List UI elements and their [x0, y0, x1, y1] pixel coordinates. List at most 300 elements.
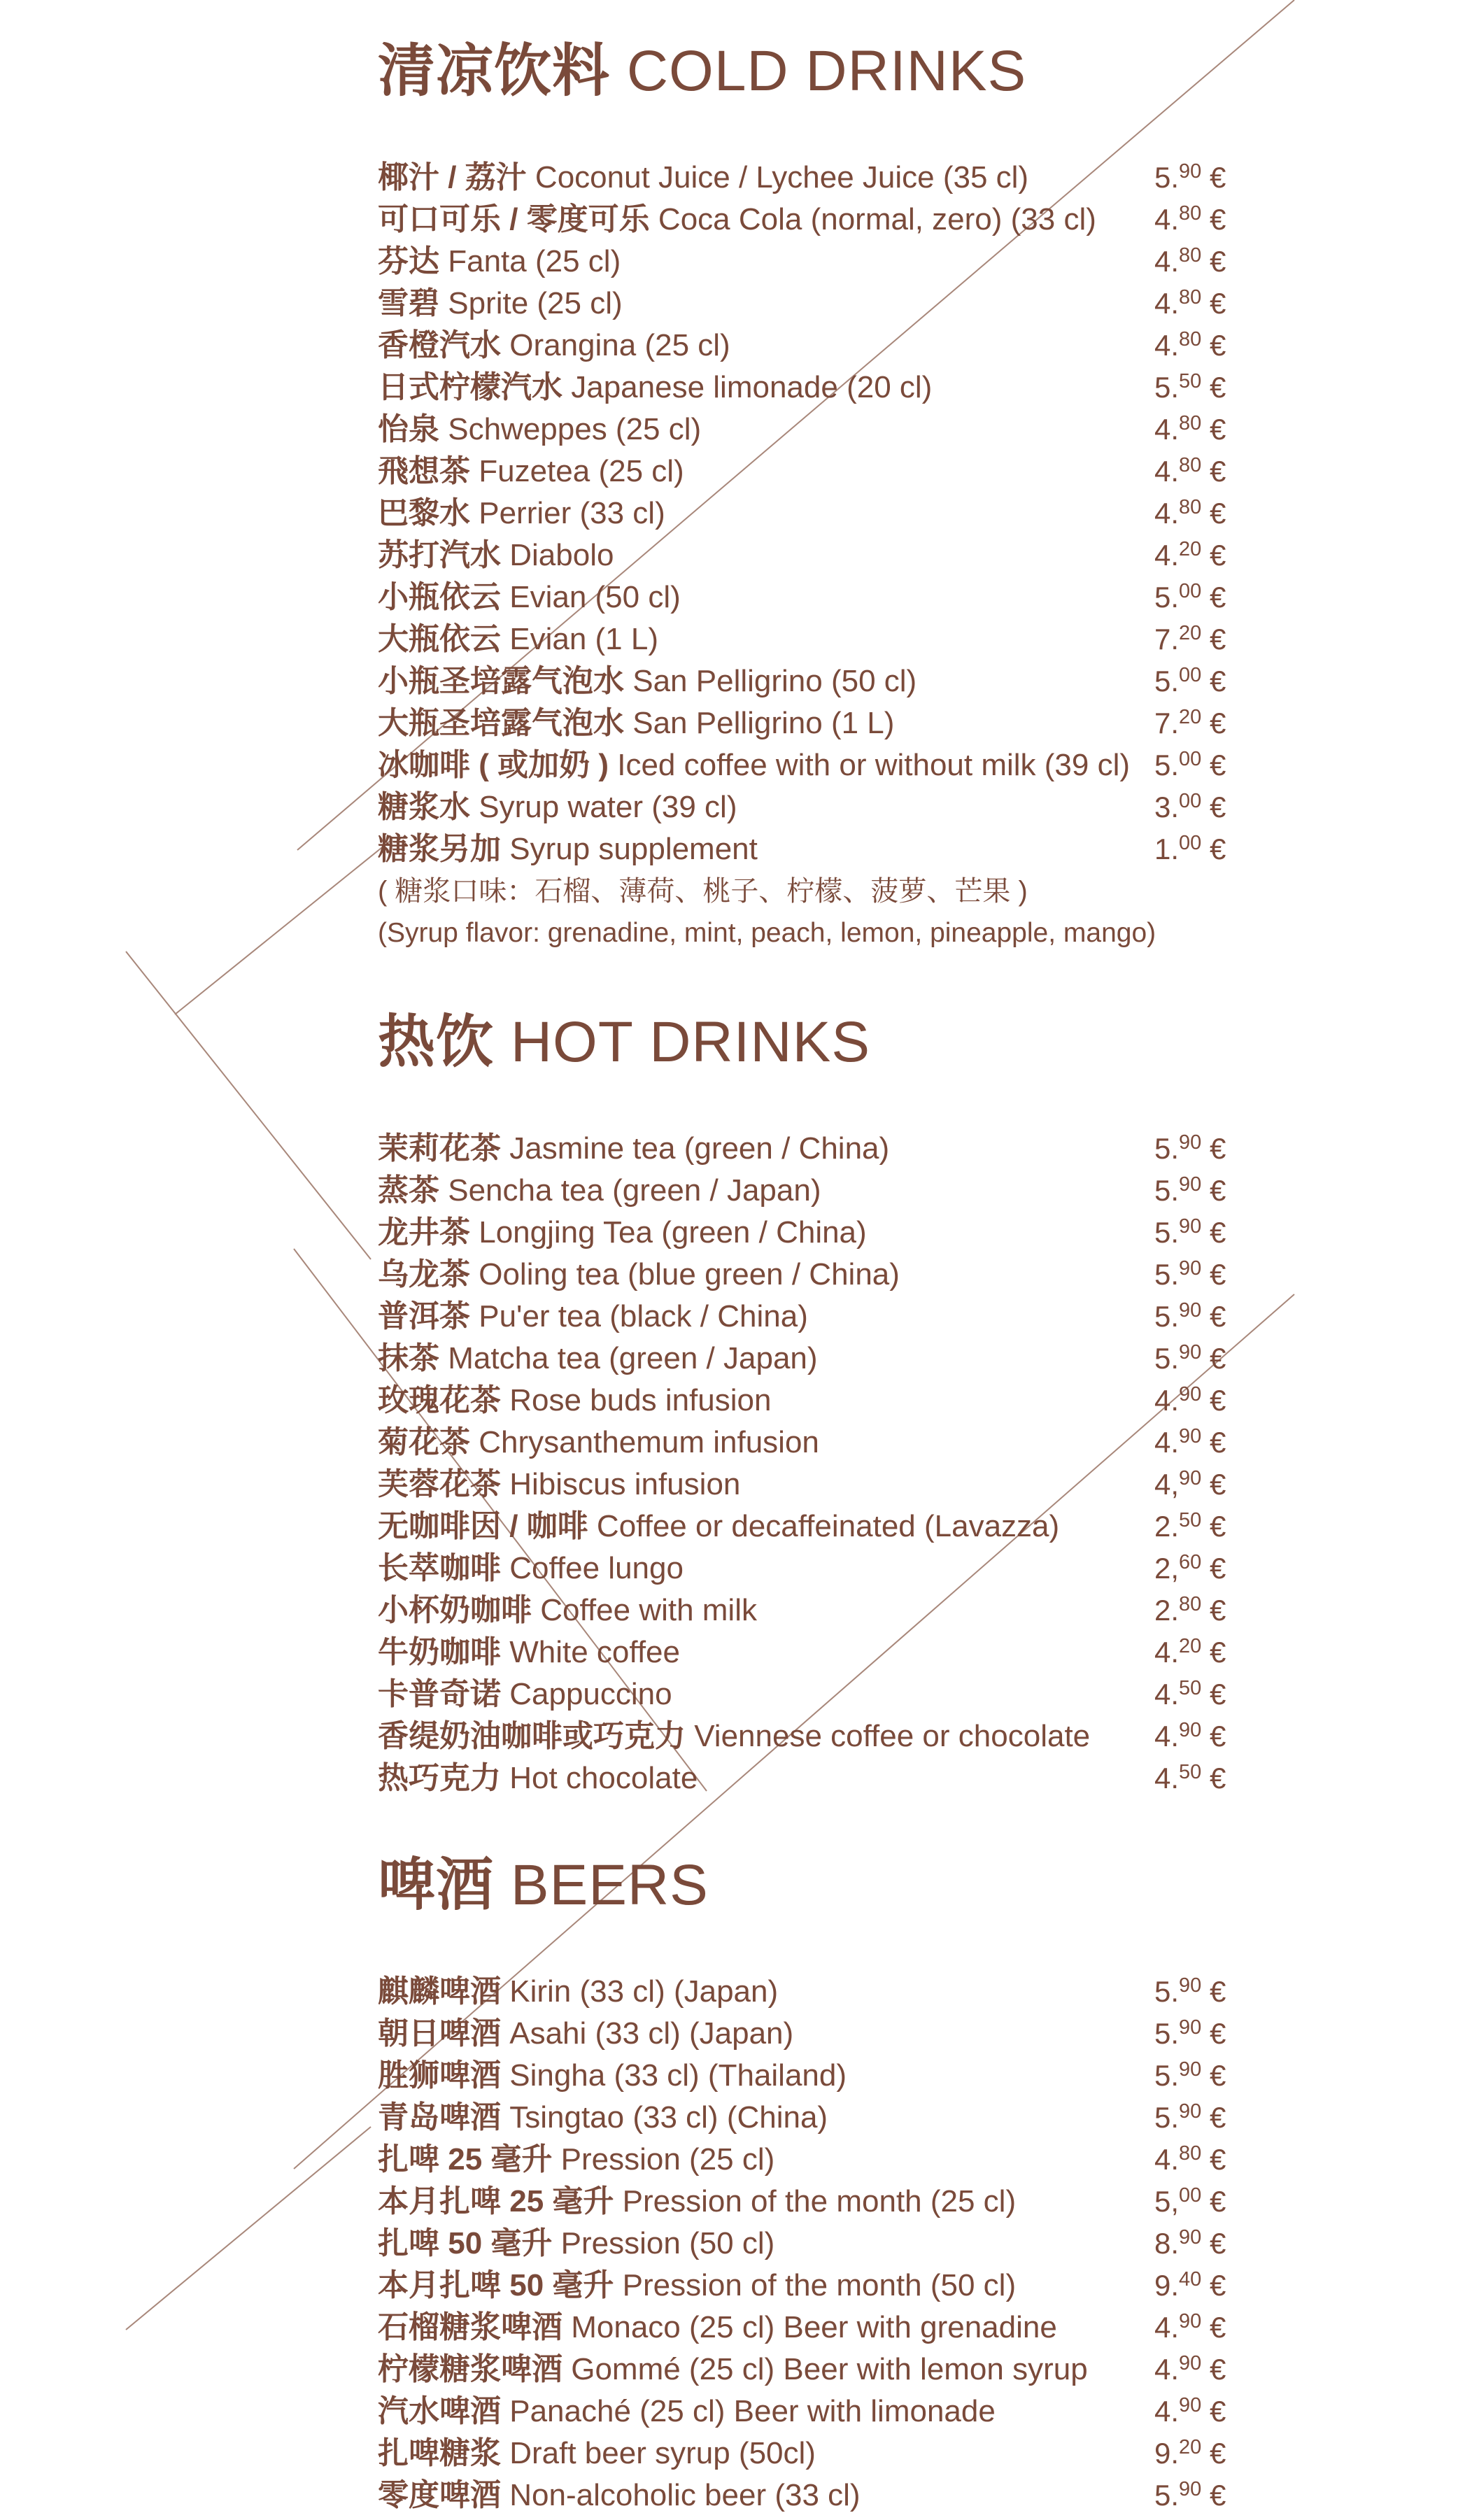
- menu-item: [378, 1715, 1252, 1757]
- price-integer: 4.: [1154, 1636, 1180, 1669]
- item-name-en: Evian (1 L): [509, 622, 658, 656]
- price-decimal: 80: [1179, 202, 1202, 225]
- item-name-en: Fuzetea (25 cl): [479, 454, 684, 488]
- item-name-en: Coconut Juice / Lychee Juice (35 cl): [535, 160, 1029, 194]
- item-name: [378, 702, 1154, 744]
- item-price: [1154, 199, 1226, 241]
- menu-item: [378, 2181, 1252, 2223]
- menu-item: [378, 1673, 1252, 1715]
- menu-item: [378, 2055, 1252, 2097]
- price-integer: 5.: [1154, 665, 1180, 698]
- title-zh: 清凉饮料: [378, 39, 611, 103]
- item-name-en: Fanta (25 cl): [448, 244, 621, 278]
- price-decimal: 50: [1179, 1677, 1202, 1699]
- price-decimal: 90: [1179, 2226, 1202, 2249]
- item-name: [378, 1971, 1154, 2013]
- item-name-en: Viennese coffee or chocolate: [694, 1719, 1091, 1753]
- price-currency: €: [1201, 1510, 1226, 1543]
- item-name-zh: 青岛啤酒: [378, 2100, 501, 2135]
- price-currency: €: [1201, 2437, 1226, 2470]
- menu-item: [378, 660, 1252, 702]
- item-name-zh: 本月扎啤 25 毫升: [378, 2184, 614, 2218]
- item-name-zh: 卡普奇诺: [378, 1677, 501, 1711]
- item-price: [1154, 2433, 1226, 2475]
- price-integer: 4.: [1154, 413, 1180, 446]
- price-currency: €: [1201, 1216, 1226, 1249]
- menu-item: [378, 157, 1252, 199]
- price-decimal: 80: [1179, 496, 1202, 518]
- item-price: [1154, 2139, 1226, 2181]
- item-name-zh: 怡泉: [378, 412, 439, 446]
- item-price: [1154, 1296, 1226, 1338]
- item-name: [378, 1673, 1154, 1715]
- item-name: [378, 828, 1154, 870]
- price-integer: 5.: [1154, 749, 1180, 781]
- item-name-en: Schweppes (25 cl): [448, 412, 702, 446]
- price-decimal: 90: [1179, 1425, 1202, 1447]
- price-integer: 4.: [1154, 245, 1180, 278]
- item-name-zh: 大瓶依云: [378, 622, 501, 656]
- item-name-en: Hibiscus infusion: [509, 1467, 741, 1501]
- item-name: [378, 2223, 1154, 2265]
- price-integer: 9.: [1154, 2437, 1180, 2470]
- price-currency: €: [1201, 1720, 1226, 1753]
- title-en: COLD DRINKS: [626, 39, 1027, 103]
- price-currency: €: [1201, 329, 1226, 362]
- price-decimal: 90: [1179, 2394, 1202, 2416]
- item-name-zh: 汽水啤酒: [378, 2394, 501, 2428]
- price-decimal: 90: [1179, 1341, 1202, 1364]
- price-integer: 5.: [1154, 1132, 1180, 1165]
- item-name: [378, 1715, 1154, 1757]
- price-integer: 7.: [1154, 623, 1180, 656]
- price-currency: €: [1201, 707, 1226, 739]
- price-integer: 5.: [1154, 1174, 1180, 1207]
- item-price: [1154, 2307, 1226, 2349]
- item-price: [1154, 1971, 1226, 2013]
- item-price: [1154, 1715, 1226, 1757]
- item-name-en: Japanese limonade (20 cl): [571, 370, 933, 404]
- item-name-zh: 长萃咖啡: [378, 1551, 501, 1585]
- price-currency: €: [1201, 791, 1226, 823]
- price-decimal: 80: [1179, 2142, 1202, 2165]
- item-name-en: Cappuccino: [509, 1677, 672, 1711]
- item-price: [1154, 2265, 1226, 2307]
- cold-drinks-section: [378, 36, 1252, 954]
- menu-item: [378, 1212, 1252, 1254]
- item-price: [1154, 1422, 1226, 1464]
- price-integer: 4.: [1154, 329, 1180, 362]
- price-currency: €: [1201, 245, 1226, 278]
- price-decimal: 80: [1179, 1593, 1202, 1615]
- item-name: [378, 2433, 1154, 2475]
- price-decimal: 20: [1179, 2436, 1202, 2458]
- item-name-zh: 牛奶咖啡: [378, 1635, 501, 1669]
- item-name-en: Gommé (25 cl) Beer with lemon syrup: [571, 2352, 1088, 2386]
- item-name-en: Coffee lungo: [509, 1551, 684, 1585]
- item-name-zh: 蒸茶: [378, 1173, 439, 1208]
- item-price: [1154, 325, 1226, 367]
- item-name-zh: 香橙汽水: [378, 328, 501, 362]
- item-name-zh: 小杯奶咖啡: [378, 1593, 532, 1627]
- syrup-flavor-note-zh: ( 糖浆口味：石榴、薄荷、桃子、柠檬、菠萝、芒果 ): [378, 876, 1028, 907]
- item-name: [378, 618, 1154, 660]
- menu-item: [378, 241, 1252, 283]
- item-name-zh: 扎啤 25 毫升: [378, 2142, 553, 2176]
- price-integer: 4.: [1154, 539, 1180, 572]
- item-name: [378, 2391, 1154, 2433]
- cold-drinks-list: [378, 157, 1252, 870]
- price-decimal: 00: [1179, 832, 1202, 854]
- item-name-zh: 扎啤糖浆: [378, 2436, 501, 2470]
- price-currency: €: [1201, 2227, 1226, 2260]
- item-name-zh: 石榴糖浆啤酒: [378, 2310, 562, 2344]
- price-decimal: 90: [1179, 2478, 1202, 2500]
- price-integer: 5.: [1154, 1216, 1180, 1249]
- item-price: [1154, 241, 1226, 283]
- price-currency: €: [1201, 1636, 1226, 1669]
- item-name-zh: 乌龙茶: [378, 1257, 470, 1291]
- price-decimal: 90: [1179, 160, 1202, 183]
- menu-item: [378, 1590, 1252, 1631]
- item-price: [1154, 451, 1226, 493]
- price-integer: 5.: [1154, 371, 1180, 404]
- price-currency: €: [1201, 1132, 1226, 1165]
- item-name-en: Asahi (33 cl) (Japan): [509, 2016, 794, 2051]
- price-currency: €: [1201, 1384, 1226, 1417]
- menu-item: [378, 199, 1252, 241]
- item-name-zh: 巴黎水: [378, 496, 470, 530]
- item-price: [1154, 2181, 1226, 2223]
- item-name-en: Matcha tea (green / Japan): [448, 1341, 818, 1375]
- item-price: [1154, 409, 1226, 451]
- item-name-en: Sencha tea (green / Japan): [448, 1173, 821, 1208]
- menu-item: [378, 2475, 1252, 2517]
- price-decimal: 50: [1179, 1761, 1202, 1783]
- item-name-zh: 糖浆另加: [378, 832, 501, 866]
- item-name: [378, 1548, 1154, 1590]
- item-name-zh: 小瓶圣培露气泡水: [378, 664, 624, 698]
- price-currency: €: [1201, 2353, 1226, 2386]
- price-integer: 4.: [1154, 2353, 1180, 2386]
- item-price: [1154, 157, 1226, 199]
- item-name-zh: 香缇奶油咖啡或巧克力: [378, 1719, 686, 1753]
- menu-item: [378, 1170, 1252, 1212]
- hot-drinks-section: [378, 1007, 1252, 1799]
- item-name: [378, 576, 1154, 618]
- item-name-en: Pression (25 cl): [560, 2142, 775, 2176]
- price-integer: 4.: [1154, 1426, 1180, 1459]
- item-name: [378, 451, 1154, 493]
- price-integer: 2.: [1154, 1594, 1180, 1627]
- price-currency: €: [1201, 2269, 1226, 2302]
- item-price: [1154, 1590, 1226, 1631]
- menu-item: [378, 409, 1252, 451]
- item-name-zh: 麒麟啤酒: [378, 1974, 501, 2009]
- menu-item: [378, 2097, 1252, 2139]
- menu-item: [378, 1757, 1252, 1799]
- title-zh: 啤酒: [378, 1853, 495, 1917]
- price-decimal: 90: [1179, 2058, 1202, 2081]
- price-currency: €: [1201, 1258, 1226, 1291]
- item-name-en: Syrup supplement: [509, 832, 758, 866]
- item-name: [378, 2307, 1154, 2349]
- syrup-flavor-note-en: (Syrup flavor: grenadine, mint, peach, lemon, pineapple, mango): [378, 918, 1156, 948]
- price-currency: €: [1201, 749, 1226, 781]
- price-decimal: 20: [1179, 538, 1202, 560]
- item-price: [1154, 535, 1226, 576]
- title-en: HOT DRINKS: [510, 1010, 871, 1074]
- price-integer: 5.: [1154, 2479, 1180, 2512]
- price-decimal: 00: [1179, 748, 1202, 770]
- item-name-en: Perrier (33 cl): [479, 496, 665, 530]
- item-name: [378, 1338, 1154, 1380]
- item-name-en: Pression of the month (25 cl): [622, 2184, 1017, 2218]
- menu-item: [378, 786, 1252, 828]
- beers-list: [378, 1971, 1252, 2517]
- price-decimal: 90: [1179, 1173, 1202, 1196]
- price-decimal: 90: [1179, 1257, 1202, 1280]
- item-name-en: Monaco (25 cl) Beer with grenadine: [571, 2310, 1057, 2344]
- price-currency: €: [1201, 2479, 1226, 2512]
- menu-item: [378, 2265, 1252, 2307]
- price-integer: 4.: [1154, 2311, 1180, 2344]
- item-name: [378, 1128, 1154, 1170]
- price-currency: €: [1201, 287, 1226, 320]
- item-name-zh: 椰汁 / 荔汁: [378, 160, 527, 194]
- item-name: [378, 2013, 1154, 2055]
- item-name: [378, 157, 1154, 199]
- price-decimal: 00: [1179, 664, 1202, 686]
- item-name-en: Iced coffee with or without milk (39 cl): [617, 748, 1131, 782]
- item-price: [1154, 1128, 1226, 1170]
- section-title: [378, 1850, 1252, 1920]
- item-price: [1154, 576, 1226, 618]
- price-integer: 4.: [1154, 497, 1180, 530]
- item-price: [1154, 828, 1226, 870]
- menu-item: [378, 1128, 1252, 1170]
- price-decimal: 60: [1179, 1551, 1202, 1573]
- item-name: [378, 1380, 1154, 1422]
- item-price: [1154, 1673, 1226, 1715]
- menu-item: [378, 1631, 1252, 1673]
- price-integer: 5,: [1154, 2185, 1180, 2218]
- item-name-zh: 龙井茶: [378, 1215, 470, 1250]
- item-name-en: Pression (50 cl): [560, 2226, 775, 2260]
- item-name-en: Kirin (33 cl) (Japan): [509, 1974, 779, 2009]
- item-price: [1154, 744, 1226, 786]
- item-price: [1154, 1254, 1226, 1296]
- price-currency: €: [1201, 2059, 1226, 2092]
- item-name: [378, 1170, 1154, 1212]
- item-name: [378, 2097, 1154, 2139]
- item-name: [378, 1631, 1154, 1673]
- price-currency: €: [1201, 203, 1226, 236]
- item-name-zh: 扎啤 50 毫升: [378, 2226, 553, 2260]
- menu-item: [378, 576, 1252, 618]
- item-name-zh: 芬达: [378, 244, 439, 278]
- price-currency: €: [1201, 1426, 1226, 1459]
- beers-section: [378, 1850, 1252, 2517]
- item-price: [1154, 2391, 1226, 2433]
- item-name-en: Non-alcoholic beer (33 cl): [509, 2478, 861, 2512]
- title-zh: 热饮: [378, 1010, 495, 1074]
- price-integer: 5.: [1154, 2017, 1180, 2050]
- menu-item: [378, 2349, 1252, 2391]
- item-name-zh: 飛想茶: [378, 454, 470, 488]
- price-integer: 3.: [1154, 791, 1180, 823]
- item-price: [1154, 1212, 1226, 1254]
- item-name-zh: 小瓶依云: [378, 580, 501, 614]
- item-name-en: Coffee or decaffeinated (Lavazza): [596, 1509, 1060, 1543]
- price-decimal: 50: [1179, 370, 1202, 392]
- item-price: [1154, 1506, 1226, 1548]
- item-name-en: Chrysanthemum infusion: [479, 1425, 819, 1459]
- price-currency: €: [1201, 2101, 1226, 2134]
- menu-item: [378, 535, 1252, 576]
- item-name-en: Syrup water (39 cl): [479, 790, 737, 824]
- item-name-en: Hot chocolate: [509, 1761, 698, 1795]
- item-name: [378, 744, 1154, 786]
- price-integer: 7.: [1154, 707, 1180, 739]
- item-name-zh: 糖浆水: [378, 790, 470, 824]
- item-price: [1154, 660, 1226, 702]
- item-name-en: San Pelligrino (1 L): [632, 706, 895, 740]
- price-integer: 5.: [1154, 1975, 1180, 2008]
- item-name: [378, 367, 1154, 409]
- price-decimal: 90: [1179, 2352, 1202, 2374]
- menu-item: [378, 828, 1252, 870]
- price-currency: €: [1201, 1174, 1226, 1207]
- price-decimal: 00: [1179, 580, 1202, 602]
- item-name-en: Draft beer syrup (50cl): [509, 2436, 816, 2470]
- item-name-zh: 柠檬糖浆啤酒: [378, 2352, 562, 2386]
- price-decimal: 80: [1179, 454, 1202, 476]
- item-name-en: Orangina (25 cl): [509, 328, 730, 362]
- item-name-en: Evian (50 cl): [509, 580, 681, 614]
- price-integer: 1.: [1154, 833, 1180, 865]
- item-name: [378, 1590, 1154, 1631]
- item-name-zh: 茉莉花茶: [378, 1131, 501, 1166]
- item-name-en: Panaché (25 cl) Beer with limonade: [509, 2394, 996, 2428]
- item-name: [378, 1422, 1154, 1464]
- hot-drinks-list: [378, 1128, 1252, 1799]
- decorative-line: [175, 840, 392, 1014]
- price-currency: €: [1201, 1468, 1226, 1501]
- price-currency: €: [1201, 371, 1226, 404]
- price-currency: €: [1201, 1300, 1226, 1333]
- price-decimal: 90: [1179, 1383, 1202, 1406]
- section-title: [378, 1007, 1252, 1077]
- item-name-en: White coffee: [509, 1635, 680, 1669]
- price-integer: 4.: [1154, 1720, 1180, 1753]
- item-name-zh: 菊花茶: [378, 1425, 470, 1459]
- price-integer: 4.: [1154, 2143, 1180, 2176]
- price-currency: €: [1201, 623, 1226, 656]
- price-decimal: 80: [1179, 412, 1202, 434]
- price-currency: €: [1201, 1552, 1226, 1585]
- item-price: [1154, 1170, 1226, 1212]
- menu-item: [378, 1464, 1252, 1506]
- price-currency: €: [1201, 1594, 1226, 1627]
- price-integer: 5.: [1154, 2059, 1180, 2092]
- item-name-en: Pression of the month (50 cl): [622, 2268, 1017, 2302]
- item-name-zh: 胜狮啤酒: [378, 2058, 501, 2093]
- price-decimal: 80: [1179, 286, 1202, 309]
- item-price: [1154, 1380, 1226, 1422]
- item-price: [1154, 2055, 1226, 2097]
- price-decimal: 90: [1179, 2310, 1202, 2333]
- item-name-zh: 芙蓉花茶: [378, 1467, 501, 1501]
- price-integer: 4.: [1154, 1762, 1180, 1795]
- item-price: [1154, 2223, 1226, 2265]
- price-integer: 5.: [1154, 581, 1180, 614]
- price-integer: 4.: [1154, 2395, 1180, 2428]
- item-name-en: Coffee with milk: [540, 1593, 757, 1627]
- menu-item: [378, 1971, 1252, 2013]
- item-price: [1154, 2013, 1226, 2055]
- price-currency: €: [1201, 2017, 1226, 2050]
- price-currency: €: [1201, 161, 1226, 194]
- price-decimal: 90: [1179, 1131, 1202, 1154]
- price-currency: €: [1201, 2143, 1226, 2176]
- price-currency: €: [1201, 581, 1226, 614]
- decorative-line: [126, 951, 371, 1259]
- item-name: [378, 409, 1154, 451]
- price-integer: 9.: [1154, 2269, 1180, 2302]
- price-decimal: 50: [1179, 1509, 1202, 1531]
- price-decimal: 80: [1179, 244, 1202, 267]
- item-name-zh: 本月扎啤 50 毫升: [378, 2268, 614, 2302]
- menu-item: [378, 2013, 1252, 2055]
- item-name: [378, 2139, 1154, 2181]
- menu-item: [378, 451, 1252, 493]
- item-price: [1154, 2349, 1226, 2391]
- item-price: [1154, 493, 1226, 535]
- item-name-zh: 朝日啤酒: [378, 2016, 501, 2051]
- item-name-en: Pu'er tea (black / China): [479, 1299, 808, 1333]
- item-name-en: Ooling tea (blue green / China): [479, 1257, 900, 1291]
- price-currency: €: [1201, 833, 1226, 865]
- item-name-en: Coca Cola (normal, zero) (33 cl): [658, 202, 1096, 236]
- item-name-en: Diabolo: [509, 538, 614, 572]
- item-price: [1154, 1757, 1226, 1799]
- menu-item: [378, 702, 1252, 744]
- menu-item: [378, 1254, 1252, 1296]
- menu-item: [378, 2223, 1252, 2265]
- price-currency: €: [1201, 413, 1226, 446]
- item-name-zh: 无咖啡因 / 咖啡: [378, 1509, 588, 1543]
- item-price: [1154, 2475, 1226, 2517]
- item-name: [378, 2349, 1154, 2391]
- menu-item: [378, 2307, 1252, 2349]
- price-decimal: 90: [1179, 2100, 1202, 2123]
- item-name: [378, 1506, 1154, 1548]
- price-integer: 5.: [1154, 1342, 1180, 1375]
- price-integer: 4.: [1154, 287, 1180, 320]
- menu-item: [378, 367, 1252, 409]
- item-name: [378, 199, 1154, 241]
- price-decimal: 90: [1179, 2016, 1202, 2039]
- price-currency: €: [1201, 2185, 1226, 2218]
- item-name: [378, 241, 1154, 283]
- item-name: [378, 493, 1154, 535]
- decorative-line: [126, 2127, 371, 2330]
- item-name-zh: 大瓶圣培露气泡水: [378, 706, 624, 740]
- menu-item: [378, 1296, 1252, 1338]
- menu-item: [378, 283, 1252, 325]
- price-decimal: 90: [1179, 1719, 1202, 1741]
